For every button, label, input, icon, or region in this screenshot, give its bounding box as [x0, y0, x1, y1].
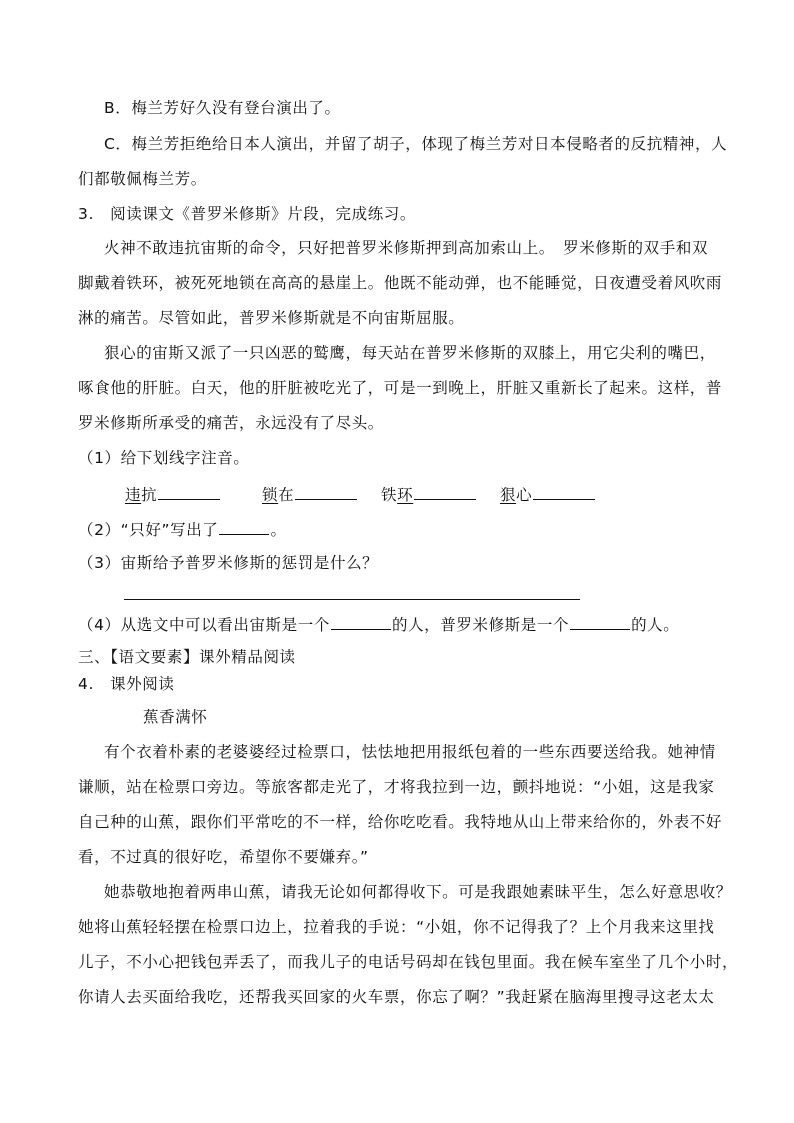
q3-passage-p2-line3: 罗米修斯所承受的痛苦，永远没有了尽头。	[78, 414, 384, 432]
underlined-char: 狠	[500, 486, 517, 504]
q3-passage-p2-line2: 啄食他的肝脏。白天，他的肝脏被吃光了，可是一到晚上，肝脏又重新长了起来。这样，普	[78, 379, 723, 397]
pinyin-item-2: 锁在	[262, 483, 358, 505]
q3-sub2: （2）“只好”写出了 。	[78, 518, 287, 540]
q3-sub4: （4）从选文中可以看出宙斯是一个 的人，普罗米修斯是一个 的人。	[78, 613, 679, 635]
q4-passage-p1-line1: 有个衣着朴素的老婆婆经过检票口，怯怯地把用报纸包着的一些东西要送给我。她神情	[104, 743, 716, 761]
q3-sub1: （1）给下划线字注音。	[78, 449, 250, 467]
story-title: 蕉香满怀	[143, 708, 208, 726]
underlined-char: 环	[397, 486, 414, 504]
q3-passage-p2-line1: 狠心的宙斯又派了一只凶恶的鹫鹰，每天站在普罗米修斯的双膝上，用它尖利的嘴巴，	[104, 344, 716, 362]
q4-passage-p1-line3: 自己种的山蕉，跟你们平常吃的不一样，给你吃吃看。我特地从山上带来给你的，外表不好	[78, 813, 723, 831]
answer-blank[interactable]	[331, 613, 391, 630]
q4-passage-p2-line3: 儿子，不小心把钱包弄丢了，而我儿子的电话号码却在钱包里面。我在候车室坐了几个小时，	[78, 953, 739, 971]
option-b: B．梅兰芳好久没有登台演出了。	[104, 99, 341, 117]
q4-passage-p1-line4: 看，不过真的很好吃，希望你不要嫌弃。”	[78, 848, 369, 866]
answer-blank[interactable]	[414, 483, 476, 500]
q4-passage-p2-line4: 你请人去买面给我吃，还帮我买回家的火车票，你忘了啊？”我赶紧在脑海里搜寻这老太太	[78, 988, 715, 1006]
pinyin-item-3: 铁环	[381, 483, 477, 505]
question-4-title: 4. 课外阅读	[78, 675, 175, 693]
answer-line[interactable]	[124, 599, 580, 600]
underlined-char: 违	[125, 486, 142, 504]
answer-blank[interactable]	[533, 483, 595, 500]
q3-passage-p1-line1: 火神不敢违抗宙斯的命令，只好把普罗米修斯押到高加索山上。 罗米修斯的双手和双	[104, 239, 709, 257]
q3-passage-p1-line2: 脚戴着铁环，被死死地锁在高高的悬崖上。他既不能动弹，也不能睡觉，日夜遭受着风吹雨	[78, 274, 723, 292]
pinyin-item-1: 违抗	[125, 483, 221, 505]
section-heading: 三、【语文要素】课外精品阅读	[78, 648, 296, 666]
answer-blank[interactable]	[158, 483, 220, 500]
q3-sub3: （3）宙斯给予普罗米修斯的惩罚是什么？	[78, 554, 379, 572]
answer-blank[interactable]	[219, 518, 269, 535]
answer-blank[interactable]	[570, 613, 630, 630]
q4-passage-p2-line2: 她将山蕉轻轻摆在检票口边上，拉着我的手说：“小姐，你不记得我了？上个月我来这里找	[78, 918, 715, 936]
option-c-line1: C．梅兰芳拒绝给日本人演出，并留了胡子，体现了梅兰芳对日本侵略者的反抗精神，人	[104, 135, 728, 153]
pinyin-item-4: 狠心	[500, 483, 596, 505]
answer-blank[interactable]	[295, 483, 357, 500]
q3-passage-p1-line3: 淋的痛苦。尽管如此，普罗米修斯就是不向宙斯屈服。	[78, 309, 465, 327]
q4-passage-p1-line2: 谦顺，站在检票口旁边。等旅客都走光了，才将我拉到一边，颤抖地说：“小姐，这是我家	[78, 778, 715, 796]
underlined-char: 锁	[262, 486, 279, 504]
question-3-title: 3. 阅读课文《普罗米修斯》片段，完成练习。	[78, 205, 416, 223]
q4-passage-p2-line1: 她恭敬地抱着两串山蕉，请我无论如何都得收下。可是我跟她素昧平生，怎么好意思收？	[104, 883, 732, 901]
option-c-line2: 们都敬佩梅兰芳。	[78, 170, 207, 188]
